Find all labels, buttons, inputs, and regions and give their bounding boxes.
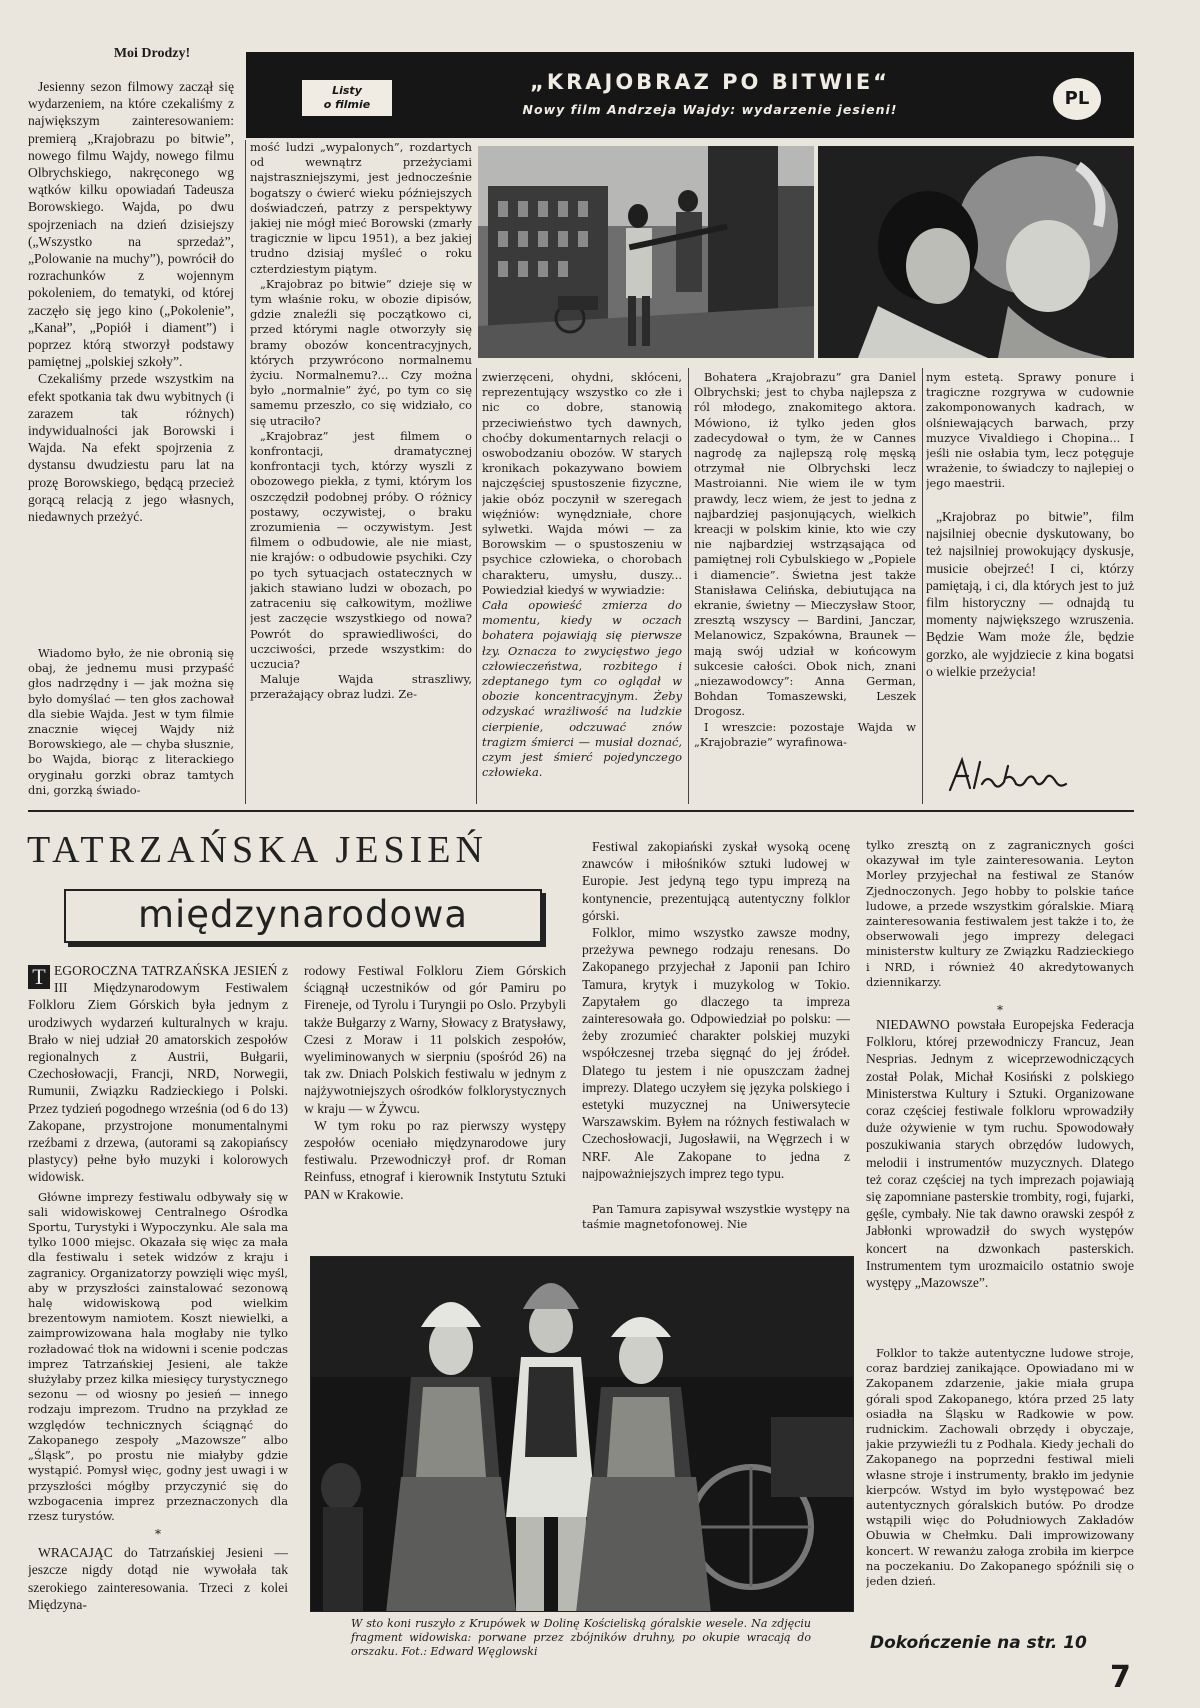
letter-column-1-small xyxy=(28,646,234,802)
paragraph: W tym roku po raz pierwszy występy zespołów oceniało międzynarodowe jury festiwalu. Przewodniczył prof. dr Roman Reinfuss, etnograf i kierownik Instytutu Sztuki PAN w Krakowie. xyxy=(304,1117,566,1202)
paragraph: Czekaliśmy przede wszystkim na efekt spotkania tak dwu wybitnych (i zarazem tak różnych) indywidualności jak Borowski i Wajda. Na efekt spojrzenia z dystansu dwudziestu paru lat na prozę Borowskiego, będącą przecież gorącą relacją z jego własnych, niedawnych przeżyć. xyxy=(28,371,234,525)
film-still-street-photo xyxy=(478,146,814,358)
paragraph: Maluje Wajda straszliwy, przerażający obraz ludzi. Ze- xyxy=(250,672,472,702)
paragraph: rodowy Festiwal Folkloru Ziem Górskich ściągnął uczestników od gór Pamiru po Fireneje, od Tyrolu i Turyngii po Oslo. Przybyli także Bułgarzy z Warny, Słowacy z Bratysławy, Czesi z Moraw i 11 polskich zespołów, wyeliminowanych w sierpniu (spośród 26) na tak zw. Dniach Polskich festiwalu w jednym z najżywotniejszych ośrodków folklorystycznych w kraju — w Żywcu. xyxy=(304,963,566,1116)
paragraph: Pan Tamura zapisywał wszystkie występy na taśmie magnetofonowej. Nie xyxy=(582,1202,850,1232)
festival-subheadline-box xyxy=(64,889,542,943)
interview-quote: Cała opowieść zmierza do momentu, kiedy w oczach bohatera pojawiają się pierwsze łzy. Oznacza to zwycięstwo jego człowieczeństwa, rozbitego i zdeptanego tym co oglądał w obozie koncentracyjnym. Żeby odzyskać wrażliwość na ludzkie cierpienie, odczuwać znów tragizm śmierci — musiał doznać, czym jest śmierć pojedynczego człowieka. xyxy=(482,598,682,780)
letter-salutation: Moi Drodzy! xyxy=(113,46,191,61)
section-star: * xyxy=(997,1003,1003,1017)
paragraph: „Krajobraz po bitwie”, film najsilniej obecnie dyskutowany, bo też najsilniej prowokujący dyskusje, musicie obejrzeć! I ci, którzy pamiętają, i ci, dla których jest to już film historyczny — odnajdą tu momenty największego wzruszenia. Będzie Wam może źle, będzie gorzko, ale wyjdziecie z kina bogatsi o wielkie przeżycia! xyxy=(926,509,1134,679)
paragraph: Festiwal zakopiański zyskał wysoką ocenę znawców i miłośników sztuki ludowej w Europie. Jest jedyną tego typu imprezą na kontynencie, prezentującą autentyczny folklor górski. xyxy=(582,839,850,923)
tag-line-2: o filmie xyxy=(323,98,371,111)
article-subtitle: Nowy film Andrzeja Wajdy: wydarzenie jesieni! xyxy=(522,102,898,117)
letter-column-1 xyxy=(28,78,234,648)
paragraph: tylko zresztą on z zagranicznych gości okazywał im tyle zainteresowania. Leyton Morley przyjechał na festiwal ze Stanów Zjednoczonych. Jego hobby to polskie tańce ludowe, a przede wszystkim góralskie. Miarą zainteresowania festiwalem jest także i to, że obserwowali jego imprezy delegaci ministerstw kultury ze Związku Radzieckiego i NRD, i również 40 akredytowanych dziennikarzy. xyxy=(866,838,1134,989)
festival-column-2 xyxy=(304,962,566,1246)
paragraph-text: WRACAJĄC do Tatrzańskiej Jesieni — jeszcze nigdy dotąd nie wywołała tak szerokiego zainteresowania. Trzeci z kolei Międzyna- xyxy=(28,1545,288,1612)
festival-column-3 xyxy=(582,838,850,1202)
paragraph-text: Główne imprezy festiwalu odbywały się w sali widowiskowej Centralnego Ośrodka Sportu, Turystyki i Wypoczynku. Ale sala ma tylko 1000 miejsc. Okazała się więc za mała dla festiwalu i setek widzów z kraju i zagranicy. Organizatorzy powzięli więc myśl, aby w przyszłości zainstalować sezonową halę widowiskową pod wielkim brezentowym namiotem. Koszt niewielki, a zaimprowizowana hala mogłaby nie tylko rozładować tłok na widowni i scenie podczas imprez Tatrzańskiej Jesieni, ale także służyłaby przez kilka miesięcy turystycznego sezonu — od wiosny po jesień — innego rodzaju imprezom. Trudno na przykład ze względów technicznych ściągnąć do Zakopanego zespoły „Mazowsze” albo „Śląsk”, po prostu nie miałyby gdzie wystąpić. Pomysł więc, godny jest uwagi i w przyszłości mógłby przyczynić się do wzbogacenia imprez przeznaczonych dla rzesz turystów. xyxy=(28,1189,288,1523)
article-title: „KRAJOBRAZ PO BITWIE“ xyxy=(530,70,890,94)
festival-column-4-small xyxy=(866,838,1134,1000)
paragraph: Wiadomo było, że nie obronią się obaj, że jednemu musi przypaść głos nadrzędny i — jak można się było domyślać — ten głos zachował dla siebie Wajda. Jest w tym filmie znacznie więcej Wajdy niż Borowskiego, ale — chyba słusznie, bo Wajda, biorąc z literackiego oryginału gorzki obraz tamtych dni, gorzką świado- xyxy=(28,646,234,797)
paragraph: „Krajobraz” jest filmem o konfrontacji, dramatycznej konfrontacji tych, którzy wyszli z obozowego piekła, z tymi, którym los oszczędził podobnej próby. O różnicy postawy, oczywistej, o braku zrozumienia — oczywistym. Jest filmem o odbudowie, ale nie miast, nie krajów: o odbudowie psychiki. Czy po tych sytuacjach ostatecznych w jakich stawiano ludzi w obozach, po zatraceniu się całkowitym, możliwe jest zaczęcie wszystkiego od nowa? Powrót do sprawiedliwości, do uczciwości, przede wszystkim: do uczucia? xyxy=(250,428,472,671)
paragraph: NIEDAWNO powstała Europejska Federacja Folkloru, której przewodniczy Francuz, Jean Nesprias. Jednym z wiceprzewodniczących został Polak, Michał Kosiński z polskiego Ministerstwa Kultury i Sztuki. Organizowane coraz częściej festiwale folkloru wprowadziły duże ożywienie w tym ruchu. Spowodowały poszukiwania starych obrzędów ludowych, melodii i instrumentów muzycznych. Dlatego też coraz częściej na tych imprezach pojawiają się zapomniane pasterskie trombity, rogi, fujarki, gęśle, cymbały. Nie tak dawno orawski zespół z Jabłonki wprowadził do swych występów koncert na dzwonkach pasterskich. Instrumentem tym urozmaicilo ostatnio swoje występy „Mazowsze”. xyxy=(866,1017,1134,1291)
paragraph xyxy=(28,1544,288,1613)
festival-subheadline: międzynarodowa xyxy=(137,893,469,936)
festival-headline: TATRZAŃSKA JESIEŃ xyxy=(27,829,488,871)
letter-column-5 xyxy=(926,370,1134,504)
paragraph xyxy=(28,1190,288,1524)
festival-column-4 xyxy=(866,1016,1134,1346)
festival-column-3-small xyxy=(582,1202,850,1236)
country-badge: PL xyxy=(1053,78,1101,120)
letter-column-2 xyxy=(250,140,472,804)
festival-wedding-photo xyxy=(310,1256,854,1612)
paragraph: Folklor, mimo wszystko zawsze modny, przeżywa pewnego rodzaju renesans. Do Zakopanego przyjechał z Japonii pan Ichiro Tamura, krytyk i muzykolog w Tokio. Zapytałem go dlaczego ta impreza zainteresowała go. Odpowiedział po polsku: — żeby zrozumieć charakter polskiej muzyki współczesnej trzeba sięgnąć do jej źródeł. Dlatego tu jestem i nie opuszczam żadnej imprezy. Dlatego uczyłem się języka polskiego i estetyki muzycznej na Uniwersytecie Warszawskim. Byłem na różnych festiwalach w Czechosłowacji, Jugosławii, na Węgrzech i w NRF. Ale Zakopane to jedna z najpoważniejszych imprez tego typu. xyxy=(582,925,850,1181)
paragraph: Folklor to także autentyczne ludowe stroje, coraz bardziej zanikające. Opowiadano mi w Zakopanem zdarzenie, jakie miała grupa górali spod Zakopanego, która przed 25 laty osiadła na Śląsku w Radkowie w pow. rudnickim. Zachowali obrzędy i obyczaje, jakie przywieźli tu z Podhala. Kiedy jechali do Zakopanego na poprzedni festiwal mieli własne stroje i instrumenty, brakło im jedynie kierpców. Wstyd im było występować bez autentycznych góralskich butów. Po drodze wstąpili więc do Południowych Zakładów Obuwia w Chełmku. Dali improwizowany koncert. W rewanżu załoga zrobiła im kierpce na poczekaniu. Do Zakopanego spóźnili się o jeden dzień. xyxy=(866,1346,1134,1589)
film-still-couple-photo xyxy=(818,146,1134,358)
section-tag xyxy=(302,80,392,116)
tag-line-1: Listy xyxy=(332,84,362,97)
paragraph: Bohatera „Krajobrazu” gra Daniel Olbrychski; jest to chyba najlepsza z ról młodego, znakomitego aktora. Mówiono, iż tylko jeden głos zadecydował o tym, że w Cannes nagrodę za najlepszą rolę męską otrzymał nie Olbrychski lecz Mastroianni. Nie wiem ile w tym prawdy, lecz wiem, że jest to jedna z najbardziej pasjonujących, wielkich kreacji w polskim kinie, kto wie czy nie najbardziej wstrząsająca od pamiętnej roli Cybulskiego w „Popiele i diamencie”. Świetna jest także Stanisława Celińska, debiutująca na ekranie, świetny — Mieczysław Stoor, zresztą wszyscy — Bardini, Janczar, Melanowicz, Szpakówna, Braunek — mają swój udział w końcowym sukcesie całości. Obok nich, znani „niezawodowcy”: Anna German, Bohdan Tomaszewski, Leszek Drogosz. xyxy=(694,370,916,719)
paragraph: nym estetą. Sprawy ponure i tragiczne rozgrywa w cudownie zakomponowanych kadrach, w olśniewających barwach, przy muzyce Vivaldiego i Chopina... I jeśli nie osłabia tym, lecz potęguje wrażenie, to świadczy to najlepiej o jego maestrii. xyxy=(926,370,1134,491)
column-divider xyxy=(245,140,246,804)
letter-column-5-closing xyxy=(926,508,1134,748)
letter-column-3 xyxy=(482,370,682,804)
lead-paragraph xyxy=(28,962,288,1186)
paragraph: mość ludzi „wypalonych”, rozdartych od wewnątrz przeżyciami najstraszniejszymi, jest jednocześnie bogatszy o ćwierć wieku późniejszych doświadczeń, patrzy z perspektywy jakiej nie mógł mieć Borowski (zmarły tragicznie w lipcu 1951), a bez jakiej trudno dzisiaj myśleć o roku czterdziestym piątym. xyxy=(250,140,472,276)
page-number: 7 xyxy=(1110,1660,1131,1695)
author-signature xyxy=(946,754,1070,798)
column-divider xyxy=(922,368,923,804)
drop-cap: T xyxy=(28,965,50,989)
photo-caption: W sto koni ruszyło z Krupówek w Dolinę Kościeliską góralskie wesele. Na zdjęciu fragment widowiska: porwane przez zbójników druhny, po okupie wracają do orszaku. Fot.: Edward Węglowski xyxy=(351,1617,811,1658)
festival-column-4-small-2 xyxy=(866,1346,1134,1630)
column-divider xyxy=(688,368,689,804)
paragraph: I wreszcie: pozostaje Wajda w „Krajobrazie” wyrafinowa- xyxy=(694,719,916,749)
section-star: * xyxy=(155,1527,161,1542)
lead-text: EGOROCZNA TATRZAŃSKA JESIEŃ z III Międzynarodowym Festiwalem Folkloru Ziem Górskich była jednym z urodziwych wydarzeń kulturalnych w kraju. Brało w niej udział 20 amatorskich zespołów regionalnych z Austrii, Bułgarii, Czechosłowacji, Francji, NRD, Norwegii, Rumunii, Związku Radzieckiego i Polski. Przez tydzień pogodnego września (od 6 do 13) Zakopane, przystrojone monumentalnymi rzeźbami z drzewa, (autorami są zakopiańscy plastycy) pełne było muzyki i kolorowych widowisk. xyxy=(28,963,288,1185)
letter-column-4 xyxy=(694,370,916,804)
festival-column-1 xyxy=(28,962,288,1688)
section-divider xyxy=(28,810,1134,812)
paragraph: „Krajobraz po bitwie” dzieje się w tym właśnie roku, w obozie dipisów, gdzie znaleźli się początkowo ci, przed którymi nagle otworzyły się bramy obozów koncentracyjnych, których przywrócono normalnemu życiu. Normalnemu?... Czy można było „normalnie” żyć, po tym co się samemu przeszło, co się widziało, co się utraciło? xyxy=(250,276,472,428)
paragraph: zwierzęceni, ohydni, skłóceni, reprezentujący wszystko co złe i nic co dobre, stanowią przeciwieństwo tych dawnych, choćby dokumentarnych relacji o oswobodzaniu obozów. W starych kronikach pokazywano bowiem najczęściej spustoszenie fizyczne, jakie obóz poczynił w szeregach więźniów: wynędzniałe, chore sylwetki. Wajda mówi — za Borowskim — o spustoszeniu w psychice człowieka, o chorobach charakteru, umysłu, duszy... Powiedział kiedyś w wywiadzie: xyxy=(482,370,682,597)
paragraph: Jesienny sezon filmowy zaczął się wydarzeniem, na które czekaliśmy z największym zainteresowaniem: premierą „Krajobrazu po bitwie”, nowego filmu Wajdy, nowego filmu Olbrychskiego, nakręconego wg wątków kilku opowiadań Tadeusza Borowskiego. Wajda, po dwu spojrzeniach na dzień dzisiejszy („Wszystko na sprzedaż”, „Polowanie na muchy”), powrócił do rozrachunków z wojennym pokoleniem, do tematyki, od której zaczęło się jego kino („Pokolenie”, „Kanał”, „Popiół i diament”) i poprzez którą stworzył podstawy pamiętnej „polskiej szkoły”. xyxy=(28,79,234,370)
continued-note: Dokończenie na str. 10 xyxy=(870,1633,1087,1653)
column-divider xyxy=(476,368,477,804)
